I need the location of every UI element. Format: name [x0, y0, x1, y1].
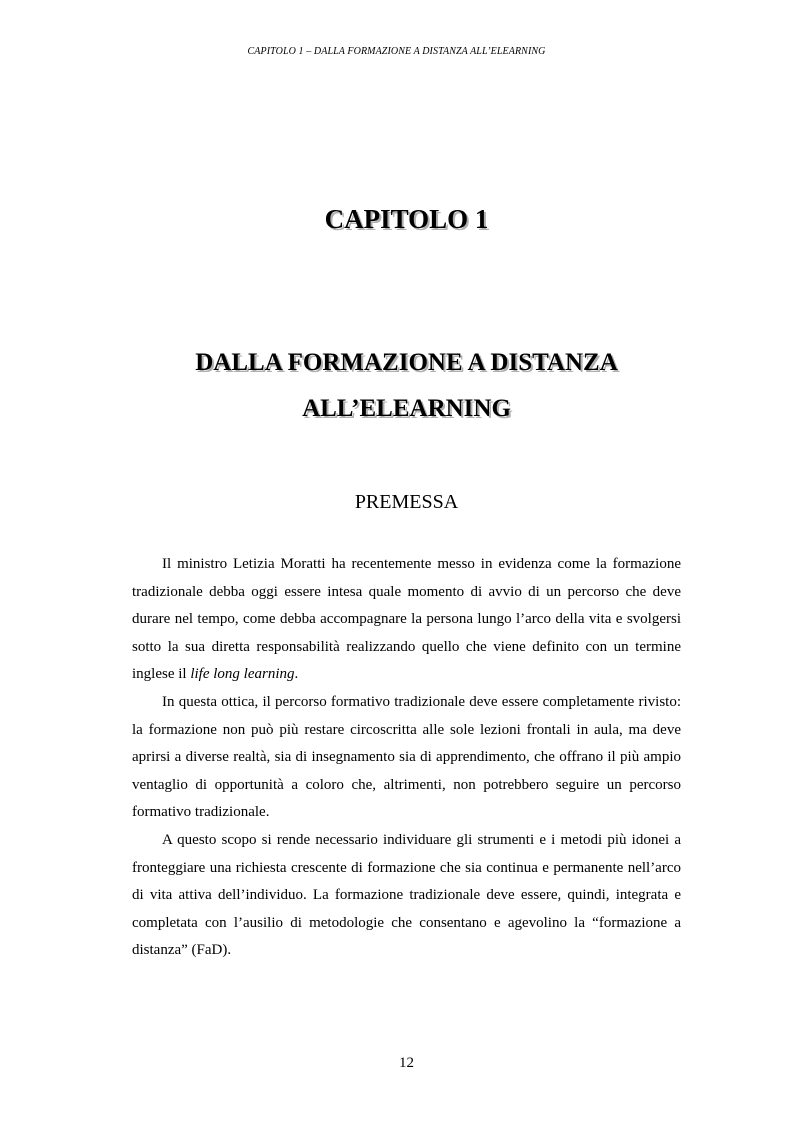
chapter-subtitle-line-1: DALLA FORMAZIONE A DISTANZA: [195, 349, 618, 376]
chapter-subtitle: [0, 340, 793, 432]
paragraph-1-end: .: [294, 666, 299, 683]
paragraph-1: [132, 551, 681, 689]
chapter-title: CAPITOLO 1: [324, 204, 489, 234]
chapter-subtitle-line-2: ALL’ELEARNING: [302, 395, 511, 422]
section-heading: PREMESSA: [354, 491, 459, 513]
paragraph-1-italic-term: life long learning: [190, 666, 295, 683]
paragraph-3: A questo scopo si rende necessario individuare gli strumenti e i metodi più idonei a fronteggiare una richiesta crescente di formazione che sia continua e permanente nell’arco di vita attiva dell’individuo. La formazione tradizionale deve essere, quindi, integrata e completata con l’ausilio di metodologie che consentano e agevolino la “formazione a distanza” (FaD).: [132, 831, 681, 959]
page-number: 12: [399, 1055, 414, 1071]
running-header: CAPITOLO 1 – DALLA FORMAZIONE A DISTANZA ALL’ELEARNING: [247, 46, 546, 57]
body-text: [132, 551, 681, 965]
paragraph-1-text: Il ministro Letizia Moratti ha recentemente messo in evidenza come la formazione tradizionale debba oggi essere intesa quale momento di avvio di un percorso che deve durare nel tempo, come debba accompagnare la persona lungo l’arco della vita e svolgersi sotto la sua diretta responsabilità realizzando quello che viene definito con un termine inglese il: [132, 556, 681, 683]
paragraph-2: In questa ottica, il percorso formativo tradizionale deve essere completamente rivisto: la formazione non può più restare circoscritta alle sole lezioni frontali in aula, ma deve aprirsi a diverse realtà, sia di insegnamento sia di apprendimento, che offrano il più ampio ventaglio di opportunità a coloro che, altrimenti, non potrebbero seguire un percorso formativo tradizionale.: [132, 693, 681, 821]
